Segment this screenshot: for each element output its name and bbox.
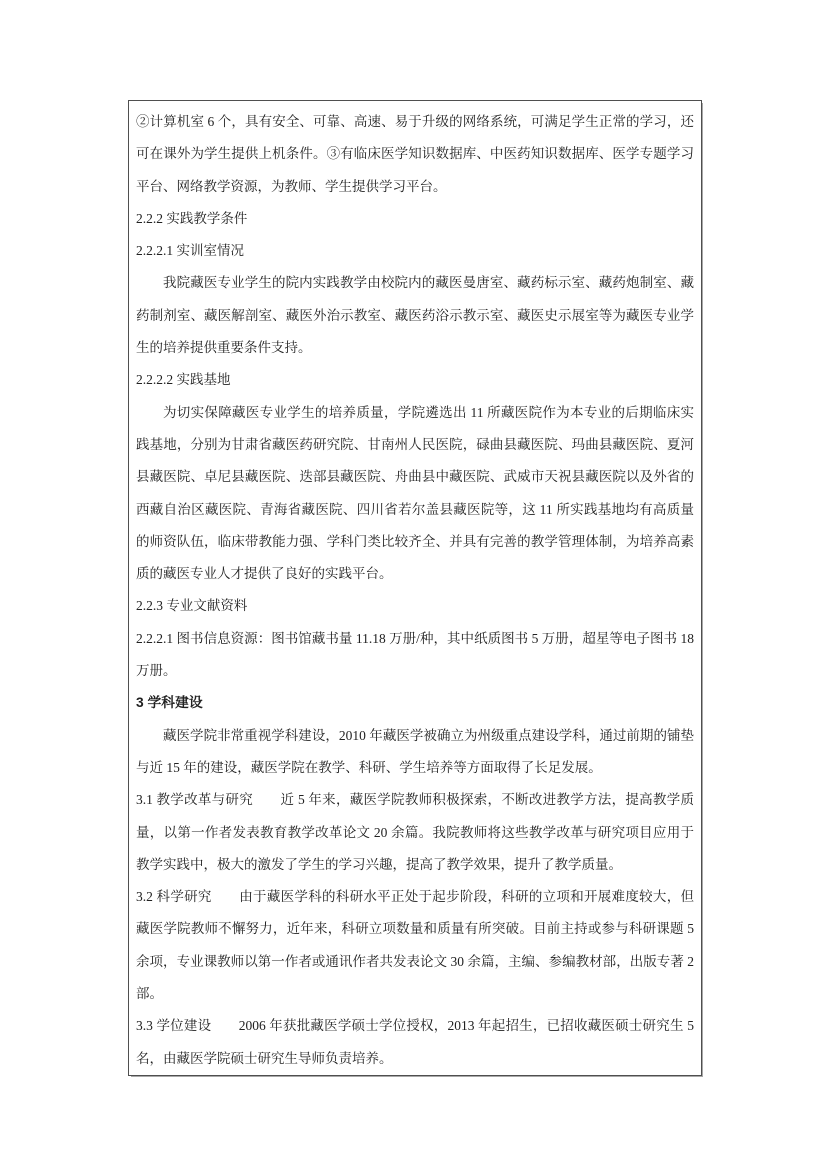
document-table-cell [128,100,702,1076]
paragraph: ②计算机室 6 个，具有安全、可靠、高速、易于升级的网络系统，可满足学生正常的学习，还可在课外为学生提供上机条件。③有临床医学知识数据库、中医药知识数据库、医学专题学习平台、网络教学资源，为教师、学生提供学习平台。 [136,114,694,194]
paragraph: 2.2.2.1 实训室情况 [136,243,244,259]
paragraph: 3.3 学位建设 2006 年获批藏医学硕士学位授权，2013 年起招生，已招收藏医硕士研究生 5 名，由藏医学院硕士研究生导师负责培养。 [136,1018,694,1066]
paragraph: 3.1 教学改革与研究 近 5 年来，藏医学院教师积极探索，不断改进教学方法，提高教学质量，以第一作者发表教育教学改革论文 20 余篇。我院教师将这些教学改革与研究项目应用于教学实践中，极大的激发了学生的学习兴趣，提高了教学效果，提升了教学质量。 [136,792,694,872]
paragraph: 藏医学院非常重视学科建设，2010 年藏医学被确立为州级重点建设学科，通过前期的铺垫与近 15 年的建设，藏医学院在教学、科研、学生培养等方面取得了长足发展。 [136,727,694,775]
paragraph: 2.2.2 实践教学条件 [136,210,248,226]
paragraph: 为切实保障藏医专业学生的培养质量，学院遴选出 11 所藏医院作为本专业的后期临床实践基地，分别为甘肃省藏医药研究院、甘南州人民医院，碌曲县藏医院、玛曲县藏医院、夏河县藏医院、卓尼县藏医院、迭部县藏医院、舟曲县中藏医院、武威市天祝县藏医院以及外省的西藏自治区藏医院、青海省藏医院、四川省若尔盖县藏医院等，这 11 所实践基地均有高质量的师资队伍，临床带教能力强、学科门类比较齐全、并具有完善的教学管理体制，为培养高素质的藏医专业人才提供了良好的实践平台。 [136,404,694,582]
paragraph: 2.2.2.1 图书信息资源：图书馆藏书量 11.18 万册/种，其中纸质图书 5 万册，超星等电子图书 18 万册。 [136,630,694,679]
paragraph: 2.2.2.2 实践基地 [136,372,231,388]
paragraph: 2.2.3 专业文献资料 [136,598,248,614]
section-heading: 3 学科建设 [136,695,203,711]
table-cell-content [129,101,701,1075]
paragraph: 3.2 科学研究 由于藏医学科的科研水平正处于起步阶段，科研的立项和开展难度较大，但藏医学院教师不懈努力，近年来，科研立项数量和质量有所突破。目前主持或参与科研课题 5 余项，专业课教师以第一作者或通讯作者共发表论文 30 余篇，主编、参编教材部，出版专著 2 部。 [136,889,694,1002]
paragraph: 我院藏医专业学生的院内实践教学由校院内的藏医曼唐室、藏药标示室、藏药炮制室、藏药制剂室、藏医解剖室、藏医外治示教室、藏医药浴示教示室、藏医史示展室等为藏医专业学生的培养提供重要条件支持。 [136,275,694,356]
